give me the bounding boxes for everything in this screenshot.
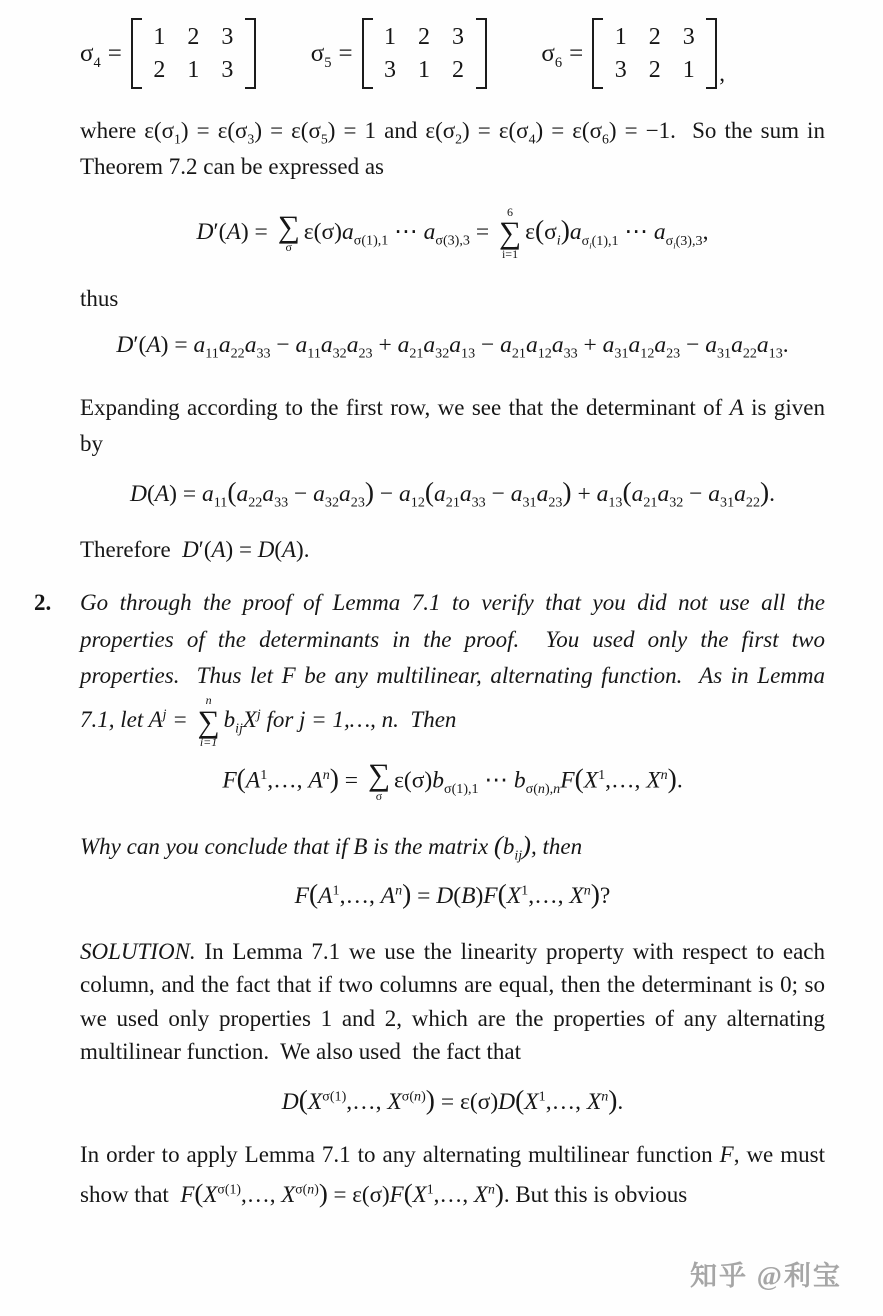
display-formula-dprime-sum: D′(A) = ∑ σ $\varepsilon(\sigma)a_{\sigma(1),1}$ ⋯ $a_{\sigma(3),3}$ = 6 ∑ i=1 $\varepsilon(\sigma_i)a_{\sigma_i(1),1}$ ⋯ $a_{\sigma_i(3),3}$, — [196, 205, 709, 261]
matrix-cell: 3 — [452, 24, 465, 50]
matrix-cell: 2 — [418, 24, 431, 50]
summation-symbol: ∑ σ — [277, 208, 300, 255]
matrix-bracket-left — [592, 18, 603, 89]
matrix-cell: 1 — [614, 24, 627, 50]
matrix-cell: 2 — [452, 57, 465, 83]
paragraph-in-order-to-apply: In order to apply Lemma 7.1 to any alternating multilinear function F, we must show that $F(X^{\sigma(1)},\dots$, $X^{\sigma(n)}$) = $\varepsilon(\sigma)F(X^1,\dots$, $X^n$). But this is obvious — [80, 1141, 825, 1208]
display-formula-dprime-expanded: $D'(A) = a_{11}a_{22}a_{33} - a_{11}a_{32}a_{23} + a_{21}a_{32}a_{13} - a_{21}a_{12}a_{33} + a_{31}a_{12}a_{23} - a_{31}a_{22}a_{13}$. — [116, 331, 789, 362]
matrix-row-1 — [153, 25, 234, 49]
matrix-bracket-left — [131, 18, 142, 89]
sigma-index: 6 — [554, 54, 563, 71]
matrix-cell: 3 — [614, 57, 627, 83]
matrix-sigma4 — [80, 18, 258, 89]
problem-2-text: Go through the proof of Lemma 7.1 to verify that you did not use all the properties of the determinants in the proof. You used only the first two properties. Thus let F be any multilinear, alternating function. As in Lemma 7.1, let $A^j$ = n ∑ i=1 $b_{ij}X^j$ for j = 1,…, n. Then — [80, 590, 825, 750]
zhihu-watermark: 知乎 @利宝 — [690, 1261, 842, 1291]
matrix-cell: 1 — [187, 57, 200, 83]
matrix-cell: 1 — [384, 24, 397, 50]
matrix-cell: 2 — [187, 24, 200, 50]
matrix-row-1 — [384, 25, 465, 49]
paragraph-why-conclude: Why can you conclude that if B is the matrix $(b_{ij})$, then — [80, 830, 583, 863]
sigma-symbol: σ — [541, 39, 555, 67]
matrix-cells — [142, 18, 245, 89]
matrix-cells — [603, 18, 706, 89]
matrix-sigma5 — [311, 18, 489, 89]
sigma-index: 5 — [324, 54, 332, 71]
paragraph-expanding-first-row: Expanding according to the first row, we see that the determinant of A is given by — [80, 395, 825, 456]
display-formula-determinant-cofactor: $D(A) = a_{11}(a_{22}a_{33} - a_{32}a_{23}) - a_{12}(a_{21}a_{33} - a_{31}a_{23}) + a_{13}(a_{21}a_{32} - a_{31}a_{22})$. — [129, 477, 776, 512]
paragraph-therefore: Therefore D′(A) = D(A). — [80, 536, 310, 562]
matrix-cells — [373, 18, 476, 89]
paragraph-solution: SOLUTION. In Lemma 7.1 we use the linearity property with respect to each column, and the fact that if two columns are equal, then the determinant is 0; so we used only properties 1 and 2, which are the properties of any alternating multilinear function. We also used the fact that — [80, 939, 825, 1065]
problem-2-item — [34, 585, 825, 750]
sigma-symbol: σ — [310, 39, 325, 67]
matrix-cell: 1 — [418, 57, 431, 83]
matrix-trailing-punctuation: , — [719, 61, 725, 86]
matrix-sigma6-label — [541, 39, 584, 71]
matrix-cell: 1 — [682, 57, 695, 83]
matrix-row-1 — [614, 25, 695, 49]
matrix-cell: 3 — [221, 57, 234, 83]
matrix-cell: 3 — [682, 24, 695, 50]
equals-sign: = — [569, 39, 584, 67]
display-formula-D-sigma-permuted: $D(X^{\sigma(1)},\dots$, $X^{\sigma(n)}$) = $\varepsilon(\sigma)D(X^1,\dots$, $X^n$). — [281, 1084, 624, 1115]
matrix-cell: 2 — [648, 57, 661, 83]
permutation-matrices-row — [80, 18, 725, 89]
problem-2-number: 2. — [34, 590, 52, 616]
matrix-sigma4-label — [80, 39, 122, 71]
matrix-row-2 — [153, 58, 234, 82]
equals-sign: = — [107, 39, 122, 67]
matrix-cell: 3 — [384, 57, 397, 83]
paragraph-where-epsilon: where $\varepsilon(\sigma_1) = \varepsilon(\sigma_3) = \varepsilon(\sigma_5) = 1$ and $\varepsilon(\sigma_2) = \varepsilon(\sigma_4) = \varepsilon(\sigma_6) = -1$. So the sum in Theorem 7.2 can be expressed as — [80, 118, 825, 179]
matrix-sigma6 — [541, 18, 725, 89]
matrix-cell: 2 — [648, 24, 661, 50]
matrix-bracket-right — [706, 18, 717, 89]
matrix-sigma5-label — [310, 39, 353, 71]
display-formula-F-equals-DB-F: $F(A^1,\dots$, $A^n$) = $D(B)F(X^1,\dots$, $X^n$)? — [294, 878, 611, 909]
matrix-cell: 1 — [153, 24, 166, 50]
matrix-cell: 3 — [221, 24, 234, 50]
sigma-index: 4 — [93, 54, 101, 71]
matrix-cell: 2 — [153, 57, 166, 83]
matrix-bracket-left — [362, 18, 373, 89]
display-formula-F-sum: $F(A^1,\dots$, $A^n$) = ∑ σ $\varepsilon(\sigma)b_{\sigma(1),1}$ ⋯ $b_{\sigma(n),n}F(X^1,\dots$, $X^n$). — [222, 757, 683, 803]
matrix-row-2 — [384, 58, 465, 82]
summation-symbol: ∑ σ — [367, 757, 391, 803]
summation-symbol: n ∑ i=1 — [197, 693, 220, 750]
summation-symbol: 6 ∑ i=1 — [498, 205, 522, 261]
matrix-bracket-right — [245, 18, 256, 89]
paragraph-thus: thus — [80, 286, 119, 312]
equals-sign: = — [338, 39, 353, 67]
sigma-symbol: σ — [80, 39, 94, 67]
matrix-row-2 — [614, 58, 695, 82]
matrix-bracket-right — [476, 18, 487, 89]
